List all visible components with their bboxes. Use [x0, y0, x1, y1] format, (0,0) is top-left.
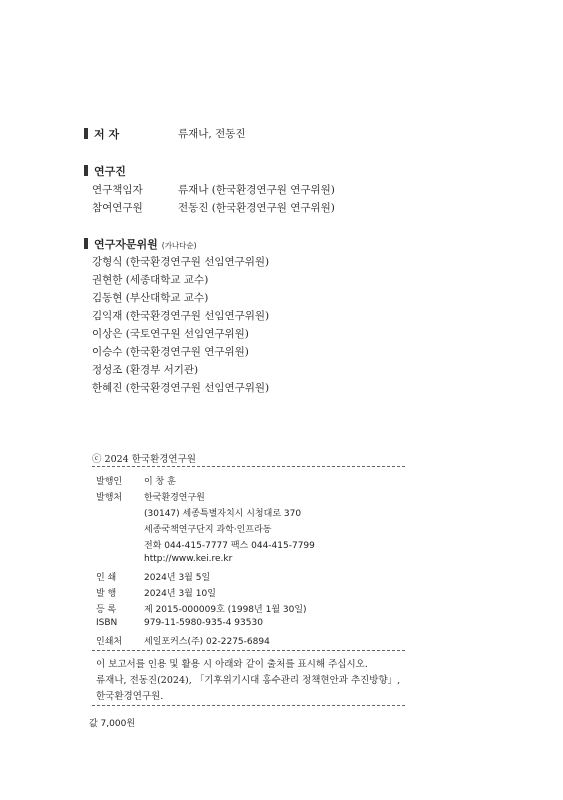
advisor-item: 이상은 (국토연구원 선임연구위원)	[92, 328, 249, 340]
advisors-heading	[84, 236, 197, 252]
advisor-item: 정성조 (환경부 서기관)	[92, 364, 199, 376]
researchers-heading	[84, 163, 126, 179]
print-label: 인 쇄	[96, 573, 117, 583]
registration-label: 등 록	[96, 605, 117, 615]
citation-text: 류재나, 전동진(2024), 「기후위기시대 홍수관리 정책현안과 추진방향」,	[96, 675, 401, 686]
price: 값 7,000원	[89, 719, 136, 729]
printer-label: 인쇄처	[96, 637, 123, 647]
issuer-label: 발행처	[96, 493, 123, 503]
issue-label: 발 행	[96, 589, 117, 599]
advisors-order-note: (가나다순)	[161, 241, 197, 250]
publisher-label: 발행인	[96, 477, 123, 487]
advisor-item: 한혜진 (한국환경연구원 선임연구위원)	[92, 382, 270, 394]
authors-heading	[84, 126, 119, 142]
researcher-value: 류재나 (한국환경연구원 연구위원)	[178, 184, 335, 196]
authors-heading-text: 저 자	[94, 128, 120, 141]
advisor-item: 김익재 (한국환경연구원 선임연구위원)	[92, 310, 270, 322]
divider	[92, 466, 405, 467]
publisher-value: 이 창 훈	[144, 477, 176, 487]
print-date: 2024년 3월 5일	[144, 573, 211, 583]
issuer-line: 한국환경연구원	[144, 493, 205, 503]
citation-instruction: 이 보고서를 인용 및 활용 시 아래와 같이 출처를 표시해 주십시오.	[96, 659, 368, 670]
issue-date: 2024년 3월 10일	[144, 589, 216, 599]
advisor-item: 이승수 (한국환경연구원 연구위원)	[92, 346, 249, 358]
isbn-label: ISBN	[96, 618, 118, 628]
issuer-line: (30147) 세종특별자치시 시청대로 370	[144, 509, 302, 519]
researcher-role: 참여연구원	[92, 202, 143, 214]
registration-value: 제 2015-000009호 (1998년 1월 30일)	[144, 605, 307, 615]
advisor-item: 권현한 (세종대학교 교수)	[92, 274, 209, 286]
printer-value: 세일포커스(주) 02-2275-6894	[144, 637, 270, 647]
researchers-heading-text: 연구진	[94, 165, 126, 178]
authors-names: 류재나, 전동진	[178, 128, 246, 140]
section-marker	[84, 128, 88, 139]
section-marker	[84, 238, 88, 249]
citation-text: 한국환경연구원.	[96, 691, 164, 702]
issuer-line: 세종국책연구단지 과학·인프라동	[144, 525, 272, 535]
researcher-value: 전동진 (한국환경연구원 연구위원)	[178, 202, 335, 214]
issuer-website: http://www.kei.re.kr	[144, 554, 233, 564]
advisor-item: 김동현 (부산대학교 교수)	[92, 292, 209, 304]
divider	[92, 650, 405, 651]
copyright-line: ⓒ 2024 한국환경연구원	[92, 454, 196, 465]
advisor-item: 강형식 (한국환경연구원 선임연구위원)	[92, 256, 270, 268]
isbn-value: 979-11-5980-935-4 93530	[144, 618, 263, 628]
section-marker	[84, 165, 88, 176]
issuer-line: 전화 044-415-7777 팩스 044-415-7799	[144, 541, 315, 551]
researcher-role: 연구책임자	[92, 184, 143, 196]
advisors-heading-text: 연구자문위원	[94, 238, 158, 251]
divider	[92, 705, 405, 706]
